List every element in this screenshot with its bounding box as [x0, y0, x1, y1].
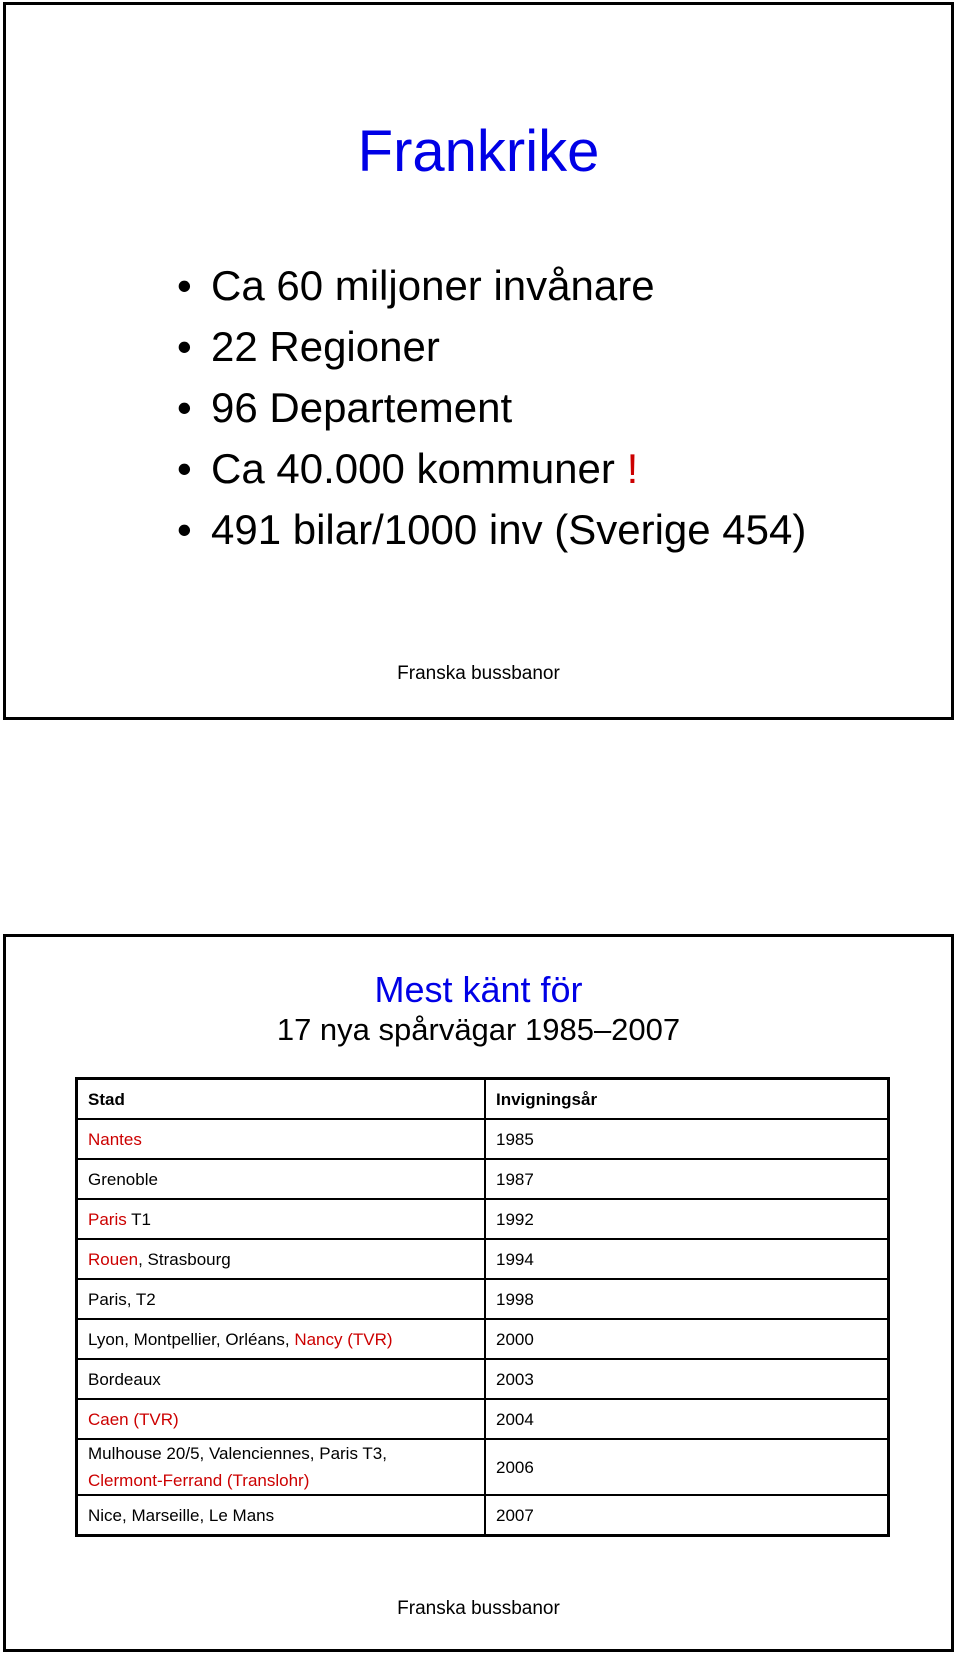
city-cell	[77, 1159, 486, 1199]
city-text-highlight: Paris	[88, 1209, 127, 1229]
city-cell	[77, 1495, 486, 1536]
year-cell: 1992	[485, 1199, 889, 1239]
city-cell	[77, 1399, 486, 1439]
year-cell: 1994	[485, 1239, 889, 1279]
bullet-dot: •	[177, 506, 192, 553]
exclamation-mark: !	[626, 445, 639, 492]
bullet-dot: •	[177, 445, 192, 492]
table-row	[77, 1399, 889, 1439]
bullet-text: 96 Departement	[211, 384, 513, 431]
city-cell	[77, 1279, 486, 1319]
slide-footer: Franska bussbanor	[397, 1598, 560, 1619]
year-cell: 1998	[485, 1279, 889, 1319]
table-row	[77, 1279, 889, 1319]
year-cell: 2007	[485, 1495, 889, 1536]
table-header-row	[77, 1079, 889, 1120]
city-cell	[77, 1359, 486, 1399]
table-row	[77, 1119, 889, 1159]
bullet-item	[177, 316, 806, 377]
bullet-item	[177, 499, 806, 560]
city-cell	[77, 1239, 486, 1279]
bullet-text: 491 bilar/1000 inv (Sverige 454)	[211, 506, 807, 553]
bullet-item	[177, 255, 806, 316]
bullet-item	[177, 377, 806, 438]
table-row	[77, 1439, 889, 1495]
year-cell: 2000	[485, 1319, 889, 1359]
bullet-list	[177, 255, 806, 560]
bullet-text: Ca 40.000 kommuner	[211, 445, 627, 492]
city-text-highlight: Caen (TVR)	[88, 1409, 179, 1429]
city-text: Lyon, Montpellier, Orléans,	[88, 1329, 295, 1349]
bullet-dot: •	[177, 323, 192, 370]
table-body	[77, 1119, 889, 1536]
column-header-year: Invigningsår	[485, 1079, 889, 1120]
table-row	[77, 1199, 889, 1239]
slide-mest-kant-for	[3, 934, 954, 1652]
bullet-text: Ca 60 miljoner invånare	[211, 262, 655, 309]
city-text-highlight: Nancy (TVR)	[294, 1329, 393, 1349]
table-row	[77, 1159, 889, 1199]
year-cell: 2006	[485, 1439, 889, 1495]
column-header-city: Stad	[77, 1079, 486, 1120]
city-text-highlight: Rouen	[88, 1249, 139, 1269]
bullet-dot: •	[177, 384, 192, 431]
slide-footer: Franska bussbanor	[397, 663, 560, 684]
city-cell	[77, 1119, 486, 1159]
city-text: Mulhouse 20/5, Valenciennes, Paris T3,	[88, 1444, 387, 1463]
year-cell: 1987	[485, 1159, 889, 1199]
table-row	[77, 1239, 889, 1279]
bullet-text: 22 Regioner	[211, 323, 440, 370]
table-row	[77, 1495, 889, 1536]
city-cell	[77, 1319, 486, 1359]
year-cell: 2004	[485, 1399, 889, 1439]
city-text: , Strasbourg	[138, 1249, 231, 1269]
table-row	[77, 1359, 889, 1399]
slide-title: Mest känt för	[374, 969, 583, 1010]
bullet-item	[177, 438, 806, 499]
city-text-highlight: Nantes	[88, 1129, 142, 1149]
slide-title: Frankrike	[357, 119, 600, 184]
city-text-highlight: Clermont-Ferrand (Translohr)	[88, 1471, 310, 1490]
city-cell	[77, 1439, 486, 1495]
city-cell	[77, 1199, 486, 1239]
city-text: T1	[126, 1209, 151, 1229]
city-text: Grenoble	[88, 1169, 158, 1189]
slide-subtitle: 17 nya spårvägar 1985–2007	[276, 1012, 681, 1047]
bullet-dot: •	[177, 262, 192, 309]
table-row	[77, 1319, 889, 1359]
year-cell: 2003	[485, 1359, 889, 1399]
city-text: Bordeaux	[88, 1369, 161, 1389]
city-text: Paris, T2	[88, 1289, 156, 1309]
year-cell: 1985	[485, 1119, 889, 1159]
tram-table	[75, 1077, 890, 1537]
slide-frankrike	[3, 2, 954, 720]
city-text: Nice, Marseille, Le Mans	[88, 1505, 275, 1525]
